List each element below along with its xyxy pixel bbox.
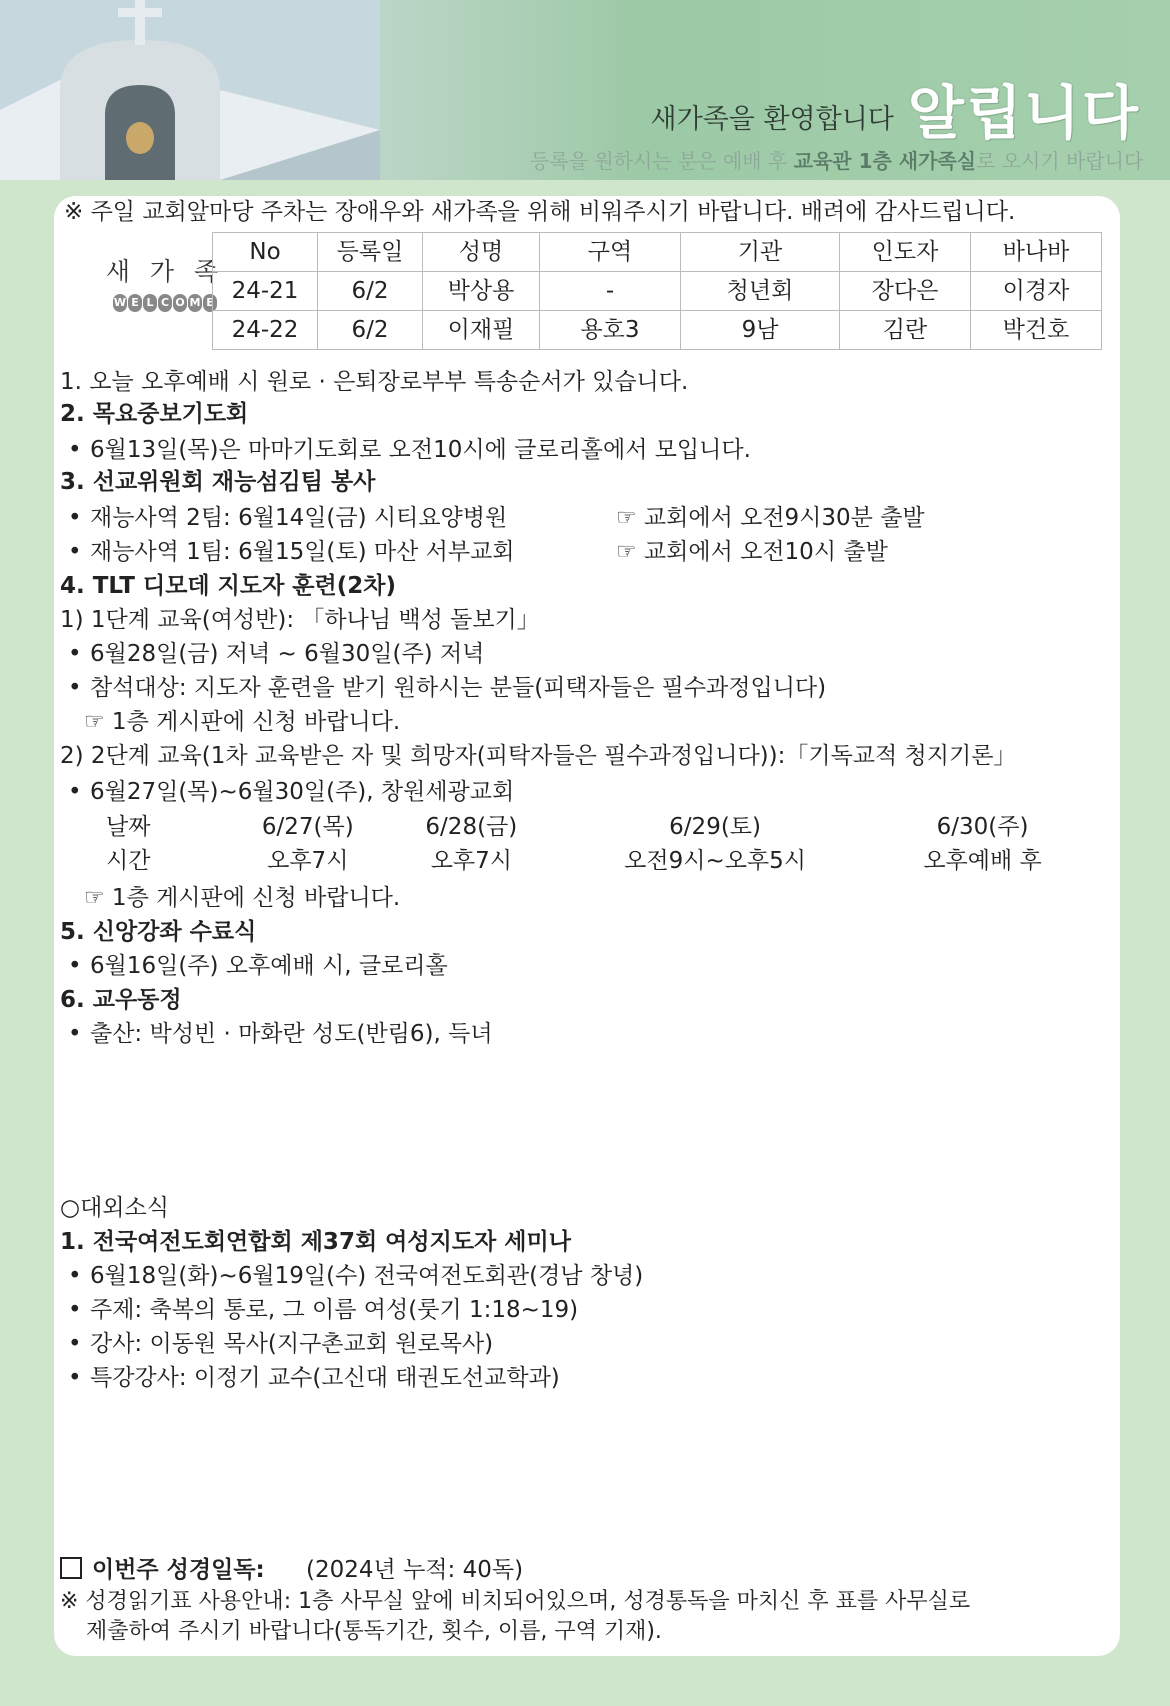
subtitle-pre: 등록을 원하시는 분은 예배 후: [530, 149, 788, 173]
external-item-1-bullet-4: • 특강강사: 이정기 교수(고신대 태권도선교학과): [60, 1362, 560, 1394]
col-district: 구역: [540, 233, 681, 272]
welcome-letter: E: [203, 294, 217, 312]
table-cell: 이재필: [423, 311, 540, 350]
welcome-letter: W: [113, 294, 127, 312]
header-subtitle: [530, 145, 1143, 174]
item-1: 1. 오늘 오후예배 시 원로 · 은퇴장로부부 특송순서가 있습니다.: [60, 369, 689, 395]
bible-reading-count: (2024년 누적: 40독): [306, 1557, 524, 1583]
schedule-time: 오전9시~오후5시: [624, 848, 807, 874]
new-family-label: [100, 256, 230, 312]
training-schedule-table: [88, 810, 1088, 878]
item-5-heading: 5. 신앙강좌 수료식: [60, 919, 257, 945]
item-3-bullet-2: • 재능사역 1팀: 6월15일(토) 마산 서부교회: [60, 536, 515, 568]
subtitle-post: 로 오시기 바랍니다: [976, 149, 1144, 173]
welcome-letter: E: [128, 294, 142, 312]
schedule-date: 6/28(금): [425, 814, 518, 840]
external-item-1-bullet-1: • 6월18일(화)~6월19일(수) 전국여전도회관(경남 창녕): [60, 1260, 643, 1292]
item-2-bullet: • 6월13일(목)은 마마기도회로 오전10시에 글로리홀에서 모입니다.: [60, 434, 751, 466]
table-cell: 용호3: [540, 311, 681, 350]
table-cell: -: [540, 272, 681, 311]
col-no: No: [213, 233, 318, 272]
table-cell: 24-22: [213, 311, 318, 350]
header-title-group: [651, 66, 1140, 150]
item-6-heading: 6. 교우동정: [60, 987, 182, 1013]
welcome-letter: O: [173, 294, 187, 312]
page-title: 알립니다: [907, 79, 1140, 147]
item-4-step-2: 2) 2단계 교육(1차 교육받은 자 및 희망자(피탁자들은 필수과정입니다)):「기독교적 청지기론」: [60, 743, 1017, 769]
table-cell: 이경자: [971, 272, 1102, 311]
table-cell: 6/2: [318, 272, 423, 311]
table-cell: 박건호: [971, 311, 1102, 350]
item-4-step-1: 1) 1단계 교육(여성반): 「하나님 백성 돌보기」: [60, 607, 540, 633]
external-item-1-bullet-3: • 강사: 이동원 목사(지구촌교회 원로목사): [60, 1328, 493, 1360]
subtitle-location: 교육관 1층 새가족실: [793, 149, 977, 173]
external-item-1-bullet-2: • 주제: 축복의 통로, 그 이름 여성(룻기 1:18~19): [60, 1294, 578, 1326]
item-4-step-1-bullet-2: • 참석대상: 지도자 훈련을 받기 원하시는 분들(피택자들은 필수과정입니다): [60, 672, 826, 704]
schedule-time: 오후예배 후: [923, 848, 1042, 874]
table-cell: 청년회: [681, 272, 840, 311]
col-name: 성명: [423, 233, 540, 272]
table-row: [213, 272, 1102, 311]
item-3-heading: 3. 선교위원회 재능섬김팀 봉사: [60, 469, 376, 495]
item-2-heading: 2. 목요중보기도회: [60, 401, 249, 427]
checkbox-square-icon: [60, 1557, 82, 1579]
external-item-1-heading: 1. 전국여전도회연합회 제37회 여성지도자 세미나: [60, 1229, 571, 1255]
table-header-row: [213, 233, 1102, 272]
bible-reading-title: 이번주 성경일독:: [92, 1557, 265, 1583]
external-news-heading: ○대외소식: [60, 1195, 169, 1221]
new-family-title: 새 가 족: [105, 257, 225, 286]
item-3-bullet-1-departure: ☞ 교회에서 오전9시30분 출발: [616, 505, 925, 531]
schedule-date: 6/30(주): [936, 814, 1029, 840]
table-cell: 김란: [840, 311, 971, 350]
item-4-step-2-note: ☞ 1층 게시판에 신청 바랍니다.: [84, 885, 401, 911]
table-cell: 장다은: [840, 272, 971, 311]
bible-reading-note-1: ※ 성경읽기표 사용안내: 1층 사무실 앞에 비치되어있으며, 성경통독을 마치신 후 표를 사무실로: [60, 1589, 971, 1614]
bible-reading-note-2: 제출하여 주시기 바랍니다(통독기간, 횟수, 이름, 구역 기재).: [86, 1619, 662, 1644]
welcome-letter: M: [188, 294, 202, 312]
item-4-heading: 4. TLT 디모데 지도자 훈련(2차): [60, 573, 396, 599]
table-row: [213, 311, 1102, 350]
parking-note: ※ 주일 교회앞마당 주차는 장애우와 새가족을 위해 비워주시기 바랍니다. 배려에 감사드립니다.: [64, 199, 1016, 225]
schedule-time: 오후7시: [430, 848, 512, 874]
schedule-date-row: [88, 810, 1088, 844]
col-org: 기관: [681, 233, 840, 272]
schedule-date-label: 날짜: [106, 814, 151, 840]
item-4-step-1-bullet-1: • 6월28일(금) 저녁 ~ 6월30일(주) 저녁: [60, 638, 484, 670]
item-3-bullet-1: • 재능사역 2팀: 6월14일(금) 시티요양병원: [60, 502, 507, 534]
table-cell: 24-21: [213, 272, 318, 311]
item-6-bullet: • 출산: 박성빈 · 마화란 성도(반림6), 득녀: [60, 1018, 493, 1050]
col-date: 등록일: [318, 233, 423, 272]
schedule-time-label: 시간: [106, 848, 151, 874]
item-4-step-1-note: ☞ 1층 게시판에 신청 바랍니다.: [84, 709, 401, 735]
welcome-text: 새가족을 환영합니다: [650, 104, 894, 135]
table-cell: 6/2: [318, 311, 423, 350]
col-guide: 인도자: [840, 233, 971, 272]
schedule-time: 오후7시: [267, 848, 349, 874]
schedule-time-row: [88, 844, 1088, 878]
item-3-bullet-2-departure: ☞ 교회에서 오전10시 출발: [616, 539, 888, 565]
item-5-bullet: • 6월16일(주) 오후예배 시, 글로리홀: [60, 950, 448, 982]
schedule-date: 6/27(목): [261, 814, 354, 840]
church-bell-tower-image: [0, 0, 380, 180]
welcome-letter: L: [143, 294, 157, 312]
table-cell: 박상용: [423, 272, 540, 311]
item-4-step-2-bullet-1: • 6월27일(목)~6월30일(주), 창원세광교회: [60, 776, 514, 808]
col-barnabas: 바나바: [971, 233, 1102, 272]
welcome-badge: [100, 294, 230, 312]
header-banner: [0, 0, 1170, 180]
new-family-table: [212, 232, 1102, 350]
bible-reading-line: [60, 1554, 523, 1586]
table-cell: 9남: [681, 311, 840, 350]
welcome-letter: C: [158, 294, 172, 312]
schedule-date: 6/29(토): [669, 814, 761, 840]
